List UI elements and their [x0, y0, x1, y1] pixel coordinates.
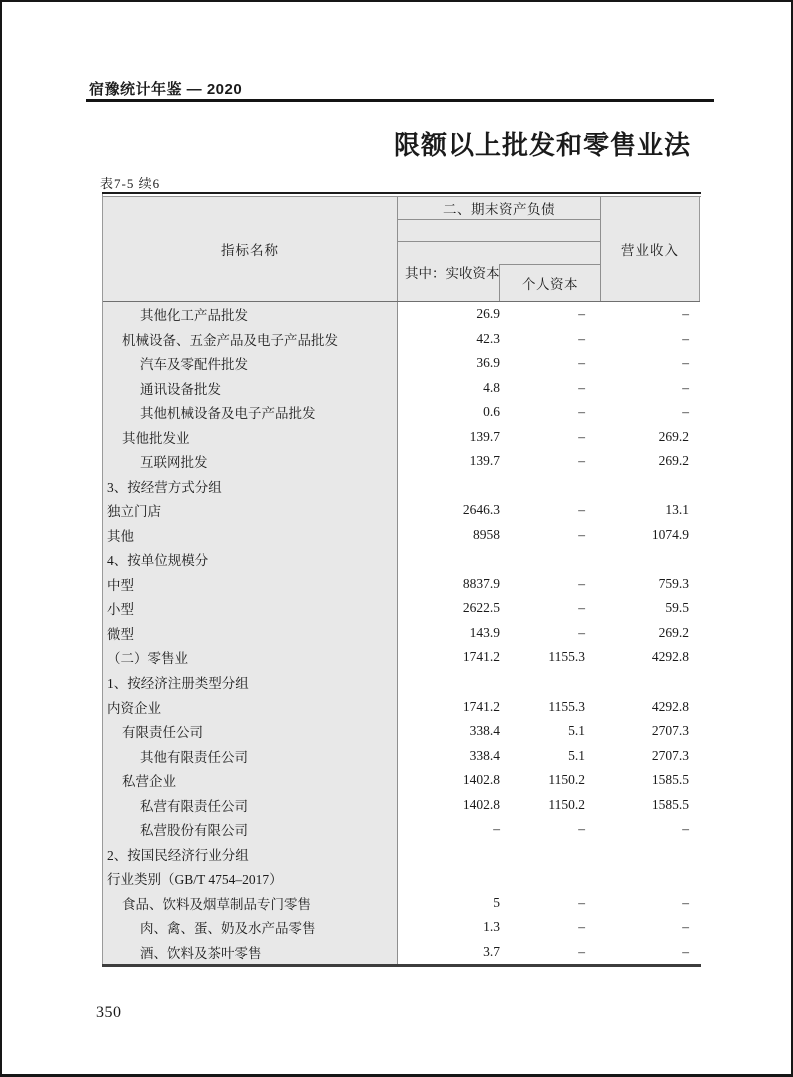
cell-personal-capital: –	[578, 575, 585, 591]
row-label: 食品、饮料及烟草制品专门零售	[103, 890, 398, 915]
row-label: 私营有限责任公司	[103, 792, 398, 817]
cell-paid-in-capital: –	[493, 821, 500, 837]
header-group-assets-liabilities	[398, 197, 601, 301]
cell-paid-in-capital	[398, 474, 500, 499]
cell-paid-in-capital: 36.9	[476, 355, 500, 371]
row-label: 内资企业	[103, 694, 398, 719]
cell-revenue	[585, 841, 689, 866]
cell-paid-in-capital	[398, 841, 500, 866]
cell-personal-capital: 1150.2	[548, 772, 585, 788]
cell-revenue: –	[682, 306, 689, 322]
header-cell-personal-capital: 个人资本	[499, 264, 600, 301]
cell-personal-capital: –	[578, 624, 585, 640]
table-row	[103, 596, 700, 621]
table-body	[103, 302, 700, 964]
cell-personal-capital: –	[578, 428, 585, 444]
cell-personal-capital: –	[578, 330, 585, 346]
row-label: 独立门店	[103, 498, 398, 523]
cell-personal-capital: –	[578, 894, 585, 910]
row-label: 汽车及零配件批发	[103, 351, 398, 376]
table-row	[103, 400, 700, 425]
cell-revenue: –	[682, 355, 689, 371]
cell-revenue: –	[682, 894, 689, 910]
row-label: 其他化工产品批发	[103, 302, 398, 327]
cell-paid-in-capital: 1741.2	[462, 698, 500, 714]
table-row	[103, 498, 700, 523]
cell-revenue: 1585.5	[651, 796, 689, 812]
cell-paid-in-capital: 0.6	[483, 404, 500, 420]
table-row	[103, 302, 700, 327]
header-group-spacer	[398, 220, 600, 242]
cell-paid-in-capital: 139.7	[469, 453, 500, 469]
table-row	[103, 768, 700, 793]
table-row	[103, 890, 700, 915]
cell-paid-in-capital: 1741.2	[462, 649, 500, 665]
header-cell-revenue: 营业收入	[601, 197, 700, 301]
row-label: 4、按单位规模分	[103, 547, 398, 572]
cell-personal-capital: –	[578, 306, 585, 322]
row-label: 私营企业	[103, 768, 398, 793]
cell-personal-capital: 1155.3	[548, 698, 585, 714]
table-header	[103, 197, 700, 302]
table-row	[103, 792, 700, 817]
table-row	[103, 866, 700, 891]
running-head: 宿豫统计年鉴 — 2020	[89, 81, 243, 98]
cell-paid-in-capital: 143.9	[469, 624, 500, 640]
page-number: 350	[96, 1004, 122, 1021]
cell-revenue: 1074.9	[651, 526, 689, 542]
cell-revenue: 1585.5	[651, 772, 689, 788]
page-title: 限额以上批发和零售业法	[393, 131, 691, 160]
cell-revenue: –	[682, 821, 689, 837]
row-label: 微型	[103, 621, 398, 646]
cell-revenue: 269.2	[658, 428, 689, 444]
table-row	[103, 327, 700, 352]
cell-paid-in-capital: 2646.3	[462, 502, 500, 518]
cell-revenue: 759.3	[658, 575, 689, 591]
cell-revenue: 13.1	[665, 502, 689, 518]
cell-paid-in-capital: 3.7	[483, 943, 500, 959]
cell-personal-capital	[500, 547, 585, 572]
table-row	[103, 621, 700, 646]
cell-personal-capital: –	[578, 600, 585, 616]
cell-revenue: –	[682, 404, 689, 420]
cell-personal-capital: –	[578, 379, 585, 395]
cell-paid-in-capital: 5	[493, 894, 500, 910]
cell-paid-in-capital: 139.7	[469, 428, 500, 444]
header-group-title: 二、期末资产负债	[398, 197, 600, 220]
cell-revenue: –	[682, 919, 689, 935]
row-label: 其他有限责任公司	[103, 743, 398, 768]
cell-paid-in-capital: 338.4	[469, 747, 500, 763]
row-label: 酒、饮料及茶叶零售	[103, 939, 398, 964]
cell-personal-capital	[500, 670, 585, 695]
row-label: 3、按经营方式分组	[103, 474, 398, 499]
row-label: 2、按国民经济行业分组	[103, 841, 398, 866]
cell-personal-capital: 1150.2	[548, 796, 585, 812]
table-bottom-rule	[102, 964, 701, 967]
table-row	[103, 841, 700, 866]
cell-paid-in-capital: 42.3	[476, 330, 500, 346]
cell-personal-capital: 5.1	[568, 747, 585, 763]
table-top-rule-thick	[102, 192, 701, 194]
row-label: 小型	[103, 596, 398, 621]
table-row	[103, 449, 700, 474]
cell-personal-capital: –	[578, 502, 585, 518]
header-cell-indicator: 指标名称	[103, 197, 398, 301]
cell-personal-capital: 1155.3	[548, 649, 585, 665]
cell-revenue: 269.2	[658, 453, 689, 469]
cell-personal-capital: –	[578, 404, 585, 420]
table-row	[103, 719, 700, 744]
cell-paid-in-capital	[398, 670, 500, 695]
cell-personal-capital: –	[578, 919, 585, 935]
cell-revenue: 4292.8	[651, 698, 689, 714]
row-label: 其他机械设备及电子产品批发	[103, 400, 398, 425]
cell-personal-capital	[500, 866, 585, 891]
cell-personal-capital: –	[578, 821, 585, 837]
cell-personal-capital	[500, 841, 585, 866]
cell-paid-in-capital: 8958	[473, 526, 500, 542]
row-label: （二）零售业	[103, 645, 398, 670]
row-label: 私营股份有限公司	[103, 817, 398, 842]
table-row	[103, 915, 700, 940]
row-label: 互联网批发	[103, 449, 398, 474]
table-row	[103, 547, 700, 572]
cell-paid-in-capital: 8837.9	[462, 575, 500, 591]
cell-revenue	[585, 866, 689, 891]
cell-revenue: 59.5	[665, 600, 689, 616]
cell-personal-capital: –	[578, 943, 585, 959]
table-row	[103, 743, 700, 768]
row-label: 有限责任公司	[103, 719, 398, 744]
cell-paid-in-capital: 338.4	[469, 723, 500, 739]
header-group-subrow	[398, 242, 600, 301]
row-label: 通讯设备批发	[103, 376, 398, 401]
row-label: 行业类别（GB/T 4754–2017）	[103, 866, 398, 891]
cell-revenue: 269.2	[658, 624, 689, 640]
header-cell-paid-in-capital: 其中：实收资本	[405, 265, 500, 281]
table-row	[103, 572, 700, 597]
table-row	[103, 817, 700, 842]
table-row	[103, 376, 700, 401]
cell-paid-in-capital: 1402.8	[462, 796, 500, 812]
table-row	[103, 939, 700, 964]
cell-paid-in-capital	[398, 547, 500, 572]
row-label: 其他	[103, 523, 398, 548]
cell-paid-in-capital: 26.9	[476, 306, 500, 322]
table-row	[103, 351, 700, 376]
cell-personal-capital: –	[578, 355, 585, 371]
table-row	[103, 645, 700, 670]
table-caption: 表7-5 续6	[100, 176, 161, 191]
statistics-table	[102, 192, 700, 967]
cell-revenue: 2707.3	[651, 723, 689, 739]
row-label: 机械设备、五金产品及电子产品批发	[103, 327, 398, 352]
row-label: 1、按经济注册类型分组	[103, 670, 398, 695]
cell-paid-in-capital: 2622.5	[462, 600, 500, 616]
cell-revenue	[585, 547, 689, 572]
cell-personal-capital: 5.1	[568, 723, 585, 739]
cell-paid-in-capital: 1402.8	[462, 772, 500, 788]
cell-revenue: –	[682, 943, 689, 959]
cell-revenue	[585, 474, 689, 499]
table-row	[103, 694, 700, 719]
cell-revenue: 2707.3	[651, 747, 689, 763]
cell-paid-in-capital: 1.3	[483, 919, 500, 935]
cell-revenue: –	[682, 330, 689, 346]
cell-revenue: 4292.8	[651, 649, 689, 665]
row-label: 其他批发业	[103, 425, 398, 450]
cell-personal-capital: –	[578, 526, 585, 542]
cell-revenue	[585, 670, 689, 695]
cell-paid-in-capital: 4.8	[483, 379, 500, 395]
cell-personal-capital	[500, 474, 585, 499]
cell-personal-capital: –	[578, 453, 585, 469]
row-label: 肉、禽、蛋、奶及水产品零售	[103, 915, 398, 940]
table-row	[103, 670, 700, 695]
running-head-rule	[86, 99, 714, 102]
cell-revenue: –	[682, 379, 689, 395]
row-label: 中型	[103, 572, 398, 597]
table-row	[103, 523, 700, 548]
table-row	[103, 425, 700, 450]
table-row	[103, 474, 700, 499]
cell-paid-in-capital	[398, 866, 500, 891]
